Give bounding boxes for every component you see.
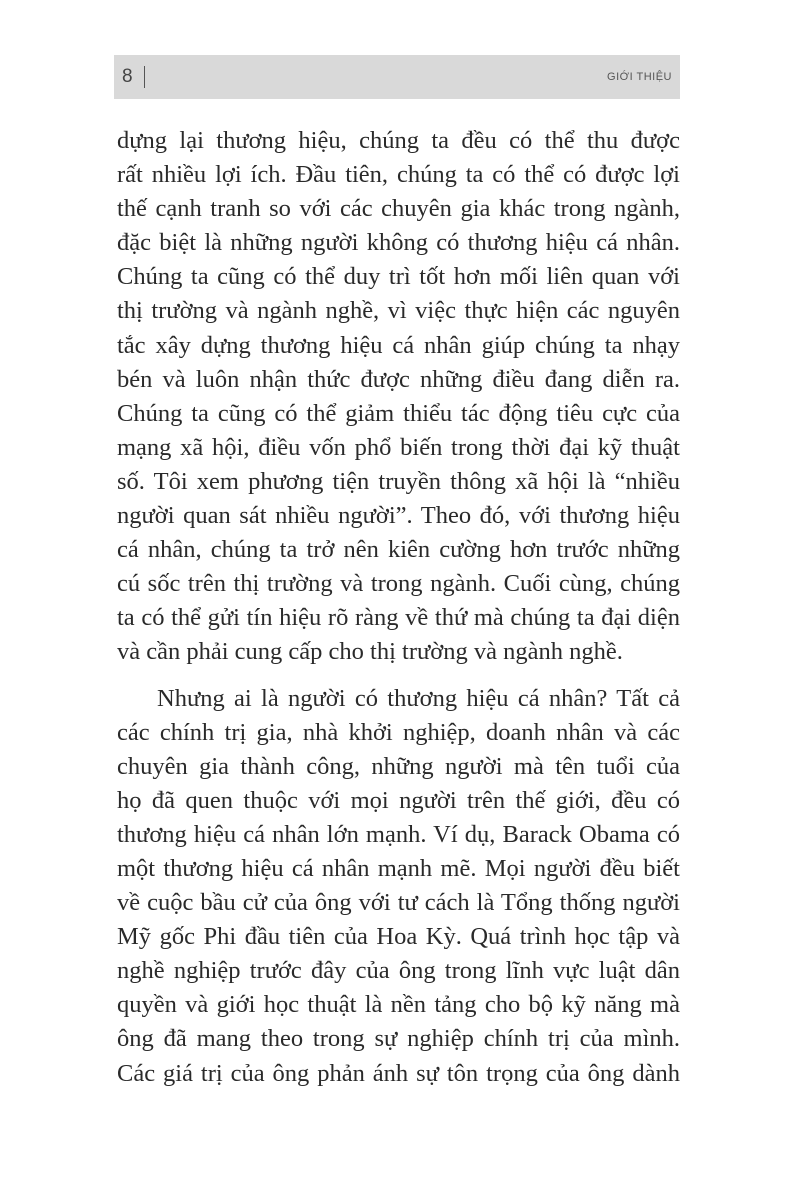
text-line: bén và luôn nhận thức được những điều đang diễn ra. xyxy=(117,365,680,393)
text-line: một thương hiệu cá nhân mạnh mẽ. Mọi người đều biết xyxy=(117,854,680,882)
text-line: Chúng ta cũng có thể duy trì tốt hơn mối liên quan với xyxy=(117,263,680,291)
text-line: họ đã quen thuộc với mọi người trên thế giới, đều có xyxy=(117,786,680,814)
text-line: dựng lại thương hiệu, chúng ta đều có thể thu được xyxy=(117,127,680,154)
text-line: Các giá trị của ông phản ánh sự tôn trọng của ông dành xyxy=(117,1059,680,1087)
text-line: ta có thể gửi tín hiệu rõ ràng về thứ mà chúng ta đại diện xyxy=(117,604,680,632)
text-line: tắc xây dựng thương hiệu cá nhân giúp chúng ta nhạy xyxy=(117,331,680,359)
text-line: người quan sát nhiều người”. Theo đó, với thương hiệu xyxy=(117,502,680,530)
text-line: các chính trị gia, nhà khởi nghiệp, doanh nhân và các xyxy=(117,718,680,746)
paragraph-1 xyxy=(117,124,680,670)
header-divider xyxy=(144,66,145,88)
body-text xyxy=(117,124,680,1091)
text-line: thị trường và ngành nghề, vì việc thực hiện các nguyên xyxy=(117,297,680,325)
text-line: cá nhân, chúng ta trở nên kiên cường hơn trước những xyxy=(117,536,680,564)
text-line: thương hiệu cá nhân lớn mạnh. Ví dụ, Barack Obama có xyxy=(117,820,680,848)
text-line: cú sốc trên thị trường và trong ngành. Cuối cùng, chúng xyxy=(117,570,680,598)
text-line: rất nhiều lợi ích. Đầu tiên, chúng ta có thể có được lợi xyxy=(117,161,680,189)
text-line: mạng xã hội, điều vốn phổ biến trong thời đại kỹ thuật xyxy=(117,433,680,461)
paragraph-2 xyxy=(117,682,680,1091)
paragraph-gap xyxy=(117,670,680,682)
text-line: quyền và giới học thuật là nền tảng cho bộ kỹ năng mà xyxy=(117,991,680,1019)
section-title: GIỚI THIỆU xyxy=(607,71,672,83)
text-line: thế cạnh tranh so với các chuyên gia khác trong ngành, xyxy=(117,195,680,223)
page-number: 8 xyxy=(122,66,133,87)
text-line: Chúng ta cũng có thể giảm thiểu tác động tiêu cực của xyxy=(117,399,680,427)
text-line: Mỹ gốc Phi đầu tiên của Hoa Kỳ. Quá trình học tập và xyxy=(117,923,680,951)
text-line: ông đã mang theo trong sự nghiệp chính trị của mình. xyxy=(117,1025,680,1053)
running-header xyxy=(114,55,680,99)
text-line: đặc biệt là những người không có thương hiệu cá nhân. xyxy=(117,229,680,257)
text-line: chuyên gia thành công, những người mà tên tuổi của xyxy=(117,752,680,780)
text-line: và cần phải cung cấp cho thị trường và ngành nghề. xyxy=(117,638,623,666)
text-line: Nhưng ai là người có thương hiệu cá nhân? Tất cả xyxy=(157,684,680,712)
text-line: nghề nghiệp trước đây của ông trong lĩnh vực luật dân xyxy=(117,957,680,985)
text-line: về cuộc bầu cử của ông với tư cách là Tổng thống người xyxy=(117,889,680,917)
text-line: số. Tôi xem phương tiện truyền thông xã hội là “nhiều xyxy=(117,467,680,495)
